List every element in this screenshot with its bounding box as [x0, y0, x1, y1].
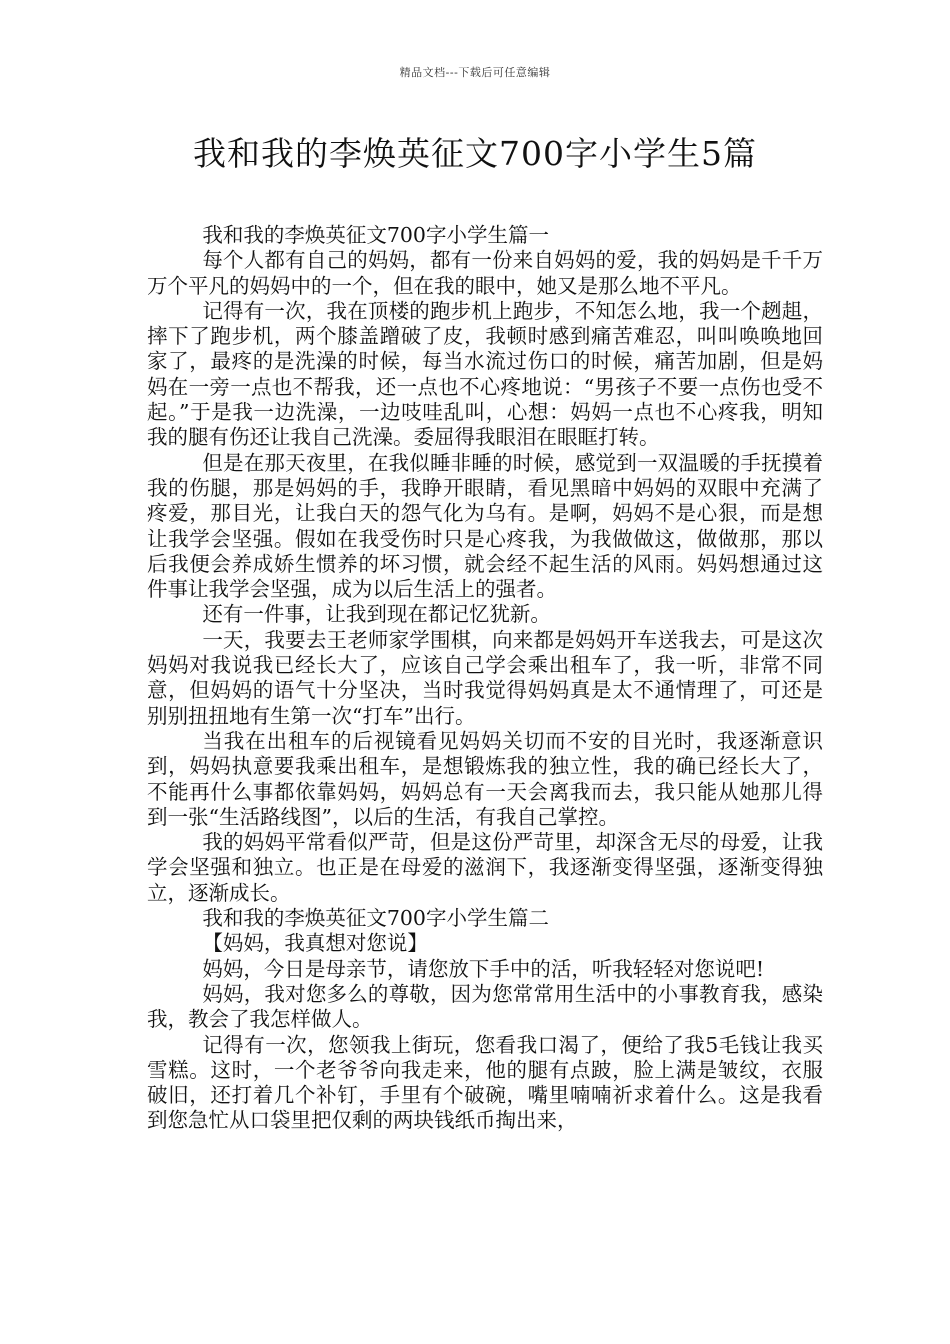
- paragraph: 还有一件事，让我到现在都记忆犹新。: [202, 602, 551, 627]
- document-title: 我和我的李焕英征文700字小学生5篇: [193, 134, 757, 173]
- paragraph: 但是在那天夜里，在我似睡非睡的时候，感觉到一双温暖的手抚摸着我的伤腿，那是妈妈的手，我睁开眼睛，看见黑暗中妈妈的双眼中充满了疼爱，那目光，让我白天的怨气化为乌有。是啊，妈妈不是心狠，而是想让我学会坚强。假如在我受伤时只是心疼我，为我做做这，做做那，那以后我便会养成娇生惯养的坏习惯，就会经不起生活的风雨。妈妈想通过这件事让我学会坚强，成为以后生活上的强者。: [147, 450, 823, 602]
- section-heading-2: 我和我的李焕英征文700字小学生篇二: [202, 906, 549, 931]
- section-heading-1: 我和我的李焕英征文700字小学生篇一: [202, 223, 549, 247]
- paragraph: 我的妈妈平常看似严苛，但是这份严苛里，却深含无尽的母爱，让我学会坚强和独立。也正是在母爱的滋润下，我逐渐变得坚强，逐渐变得独立，逐渐成长。: [147, 830, 823, 905]
- essay-subtitle: 【妈妈，我真想对您说】: [202, 931, 428, 956]
- paragraph: 一天，我要去王老师家学围棋，向来都是妈妈开车送我去，可是这次妈妈对我说我已经长大了，应该自己学会乘出租车了，我一听，非常不同意，但妈妈的语气十分坚决，当时我觉得妈妈真是太不通情理了，可还是别别扭扭地有生第一次“打车”出行。: [147, 627, 823, 728]
- header-note: 精品文档---下载后可任意编辑: [399, 66, 551, 79]
- paragraph: 记得有一次，您领我上街玩，您看我口渴了，便给了我5毛钱让我买雪糕。这时，一个老爷爷向我走来，他的腿有点跛，脸上满是皱纹，衣服破旧，还打着几个补钉，手里有个破碗，嘴里喃喃祈求着什么。这是我看到您急忙从口袋里把仅剩的两块钱纸币掏出来，: [147, 1032, 823, 1133]
- paragraph: 妈妈，我对您多么的尊敬，因为您常常用生活中的小事教育我，感染我，教会了我怎样做人。: [147, 981, 823, 1032]
- paragraph: 妈妈，今日是母亲节，请您放下手中的活，听我轻轻对您说吧!: [202, 956, 765, 981]
- document-body: [147, 223, 823, 1134]
- paragraph: 当我在出租车的后视镜看见妈妈关切而不安的目光时，我逐渐意识到，妈妈执意要我乘出租车，是想锻炼我的独立性，我的确已经长大了，不能再什么事都依靠妈妈，妈妈总有一天会离我而去，我只能从她那儿得到一张“生活路线图”，以后的生活，有我自己掌控。: [147, 728, 823, 829]
- paragraph: 每个人都有自己的妈妈，都有一份来自妈妈的爱，我的妈妈是千千万万个平凡的妈妈中的一个，但在我的眼中，她又是那么地不平凡。: [147, 248, 823, 298]
- paragraph: 记得有一次，我在顶楼的跑步机上跑步，不知怎么地，我一个趔趄，摔下了跑步机，两个膝盖蹭破了皮，我顿时感到痛苦难忍，叫叫唤唤地回家了，最疼的是洗澡的时候，每当水流过伤口的时候，痛苦加剧，但是妈妈在一旁一点也不帮我，还一点也不心疼地说：“男孩子不要一点伤也受不起。”于是我一边洗澡，一边吱哇乱叫，心想：妈妈一点也不心疼我，明知我的腿有伤还让我自己洗澡。委屈得我眼泪在眼眶打转。: [147, 298, 823, 450]
